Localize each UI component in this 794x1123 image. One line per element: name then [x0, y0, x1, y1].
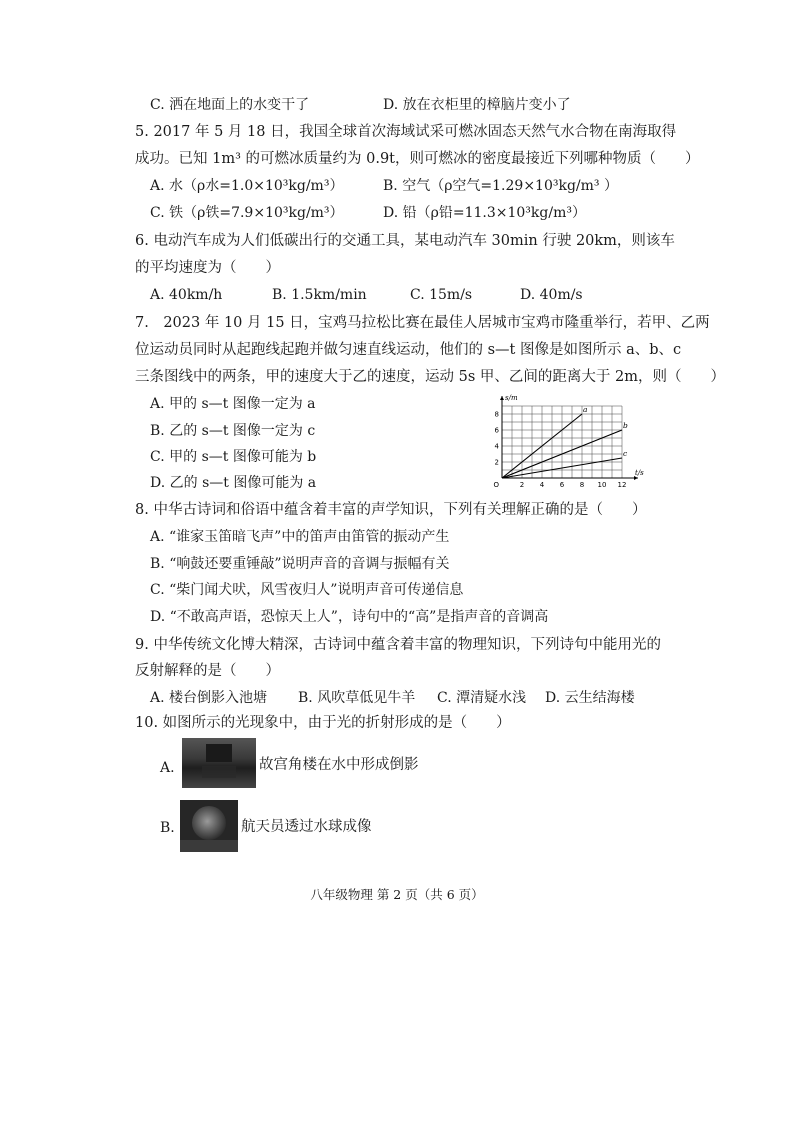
q8-option-d: D. “不敢高声语，恐惊天上人”，诗句中的“高”是指声音的音调高 — [150, 609, 549, 625]
y-axis-arrow — [500, 396, 504, 400]
q5-option-d: D. 铅（ρ铅=11.3×10³kg/m³） — [383, 205, 586, 221]
q9-option-d: D. 云生结海楼 — [545, 690, 635, 706]
q7-stem-line1: 7. 2023 年 10 月 15 日，宝鸡马拉松比赛在最佳人居城市宝鸡市隆重举行，若甲、乙两 — [135, 315, 710, 331]
q4-option-c: C. 洒在地面上的水变干了 — [150, 97, 310, 113]
x-axis-label: t/s — [635, 469, 644, 477]
y-tick-label: 4 — [494, 442, 499, 451]
q8-stem: 8. 中华古诗词和俗语中蕴含着丰富的声学知识，下列有关理解正确的是（ ） — [135, 502, 647, 518]
q9-option-b: B. 风吹草低见牛羊 — [298, 690, 416, 706]
q7-option-c: C. 甲的 s—t 图像可能为 b — [150, 449, 317, 465]
q8-option-a: A. “谁家玉笛暗飞声”中的笛声由笛管的振动产生 — [150, 529, 450, 545]
line-label-a: a — [583, 405, 588, 414]
q7-option-b: B. 乙的 s—t 图像一定为 c — [150, 423, 316, 439]
q5-stem-line2: 成功。已知 1m³ 的可燃冰质量约为 0.9t，则可燃冰的密度最接近下列哪种物质（ ） — [135, 151, 700, 167]
q6-option-b: B. 1.5km/min — [272, 287, 367, 303]
q5-option-b: B. 空气（ρ空气=1.29×10³kg/m³ ） — [383, 178, 618, 194]
y-axis-label: s/m — [505, 394, 518, 402]
astronaut-waterball-photo — [180, 800, 238, 852]
q10-option-b-text: 航天员透过水球成像 — [241, 819, 372, 835]
q10-option-b-letter: B. — [160, 820, 175, 836]
y-tick-label: 8 — [494, 410, 499, 419]
x-tick-label: 10 — [597, 481, 607, 489]
q9-stem-line2: 反射解释的是（ ） — [135, 663, 280, 679]
q8-option-b: B. “响鼓还要重锤敲”说明声音的音调与振幅有关 — [150, 556, 450, 572]
q9-option-a: A. 楼台倒影入池塘 — [150, 690, 268, 706]
q6-stem-line2: 的平均速度为（ ） — [135, 260, 280, 276]
line-label-c: c — [623, 449, 628, 458]
line-label-b: b — [623, 421, 628, 430]
q4-option-d: D. 放在衣柜里的樟脑片变小了 — [383, 97, 571, 113]
q5-option-c: C. 铁（ρ铁=7.9×10³kg/m³） — [150, 205, 344, 221]
q5-option-a: A. 水（ρ水=1.0×10³kg/m³） — [150, 178, 344, 194]
q7-option-d: D. 乙的 s—t 图像可能为 a — [150, 475, 317, 491]
q10-stem: 10. 如图所示的光现象中，由于光的折射形成的是（ ） — [135, 715, 511, 731]
q6-option-a: A. 40km/h — [150, 287, 223, 303]
q7-stem-line3: 三条图线中的两条，甲的速度大于乙的速度，运动 5s 甲、乙间的距离大于 2m，则（ ） — [135, 369, 725, 385]
q5-stem-line1: 5. 2017 年 5 月 18 日，我国全球首次海域试采可燃冰固态天然气水合物在南海取得 — [135, 124, 677, 140]
x-tick-label: 2 — [519, 481, 525, 489]
st-graph — [488, 392, 648, 492]
q6-option-d: D. 40m/s — [520, 287, 583, 303]
x-tick-label: 4 — [539, 481, 545, 489]
q8-option-c: C. “柴门闻犬吠，风雪夜归人”说明声音可传递信息 — [150, 582, 464, 598]
q6-stem-line1: 6. 电动汽车成为人们低碳出行的交通工具，某电动汽车 30min 行驶 20km，则该车 — [135, 233, 675, 249]
q7-stem-line2: 位运动员同时从起跑线起跑并做匀速直线运动，他们的 s—t 图像是如图所示 a、b、c — [135, 342, 682, 358]
y-tick-label: 6 — [494, 426, 499, 435]
x-tick-label: 8 — [579, 481, 585, 489]
origin-label: O — [493, 481, 499, 489]
x-tick-label: 6 — [559, 481, 565, 489]
page-footer: 八年级物理 第 2 页（共 6 页） — [310, 887, 484, 902]
q7-option-a: A. 甲的 s—t 图像一定为 a — [150, 396, 316, 412]
q9-stem-line1: 9. 中华传统文化博大精深，古诗词中蕴含着丰富的物理知识，下列诗句中能用光的 — [135, 637, 661, 653]
y-tick-label: 2 — [494, 458, 499, 467]
q6-option-c: C. 15m/s — [410, 287, 473, 303]
palace-reflection-photo — [182, 738, 256, 788]
x-tick-label: 12 — [617, 481, 627, 489]
q10-option-a-letter: A. — [160, 760, 175, 776]
q9-option-c: C. 潭清疑水浅 — [437, 690, 527, 706]
q10-option-a-text: 故宫角楼在水中形成倒影 — [259, 757, 419, 773]
